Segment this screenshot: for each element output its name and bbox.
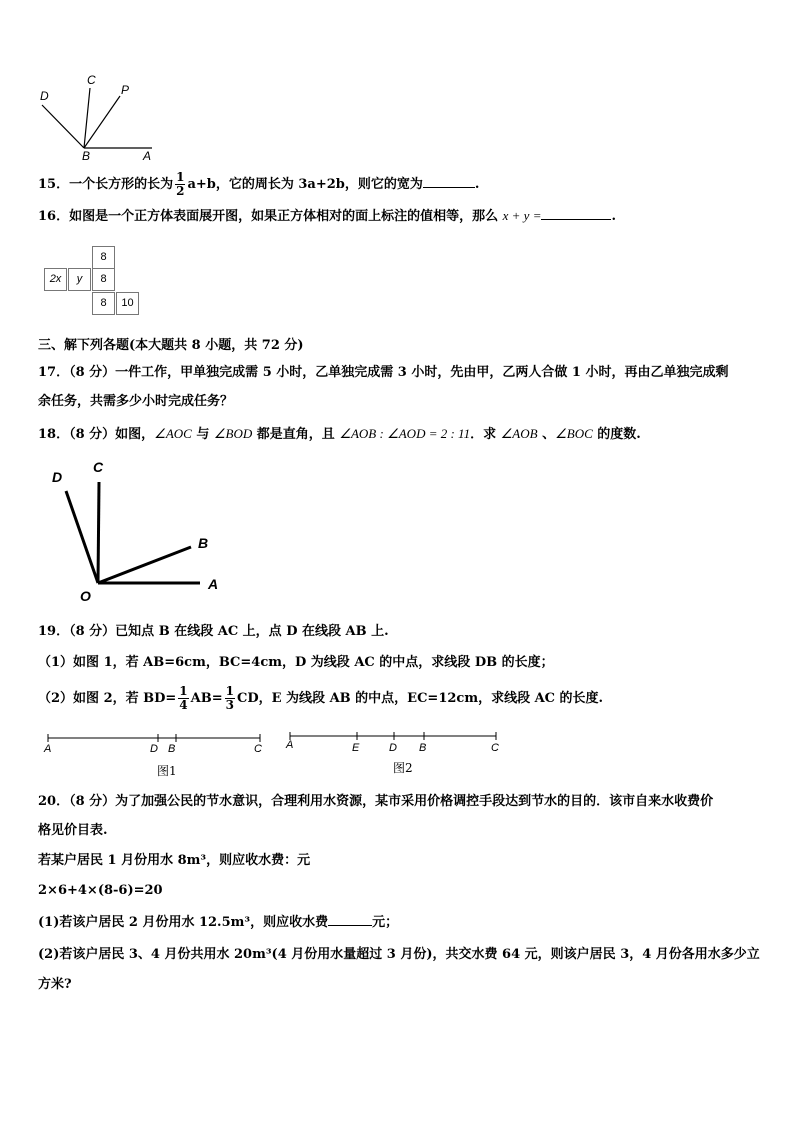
question-20-line-4: 2×6+4×(8-6)=20 [38, 883, 163, 898]
q19-text-end: CD，E 为线段 AB 的中点，EC=12cm，求线段 AC 的长度. [236, 691, 604, 706]
net-cell-bottom: 8 [92, 292, 115, 315]
q19-frac1-num: 1 [179, 684, 188, 698]
q18-angle-figure [40, 455, 240, 605]
net-cell-y: y [68, 268, 91, 291]
q18-angle-aoc: ∠AOC [154, 426, 192, 441]
q18-angle-bod: ∠BOD [213, 426, 253, 441]
question-20-line-5 [38, 913, 398, 932]
label-b: B [419, 742, 427, 754]
label-b: B [198, 535, 209, 551]
q15-answer-blank[interactable] [423, 175, 475, 188]
q15-frac-den: 2 [176, 184, 185, 198]
label-a: A [143, 149, 152, 163]
question-20-line-1: 20．（8 分）为了加强公民的节水意识，合理利用水资源，某市采用价格调控手段达到节水的目的．该市自来水收费价 [38, 794, 714, 809]
q15-text-mid: a+b，它的周长为 3a+2b，则它的宽为 [187, 177, 423, 192]
question-20-line-7: 方米? [38, 977, 72, 992]
q18-text-3: ．求 [470, 427, 501, 442]
q15-text-end: . [474, 177, 480, 192]
question-17-line-2: 余任务，共需多少小时完成任务？ [38, 394, 234, 409]
q19-fraction-2 [225, 685, 235, 712]
q20-answer-blank[interactable] [328, 913, 372, 926]
label-a: A [286, 739, 294, 751]
ray-oc [98, 482, 99, 583]
net-cell-middle: 8 [92, 268, 115, 291]
q18-angle-boc: ∠BOC [555, 426, 593, 441]
label-c: C [491, 742, 499, 754]
net-cell-2x: 2x [44, 268, 67, 291]
question-20-line-3: 若某户居民 1 月份用水 8m³，则应收水费：元 [38, 853, 311, 868]
label-a: A [208, 576, 219, 592]
net-cell-top: 8 [92, 246, 115, 269]
q20-part1-end: 元； [372, 915, 399, 930]
question-16 [38, 207, 616, 226]
label-e: E [352, 742, 360, 754]
q18-text-pre: 18．（8 分）如图， [38, 427, 155, 442]
label-p: P [121, 83, 130, 97]
ray-bc [84, 88, 90, 148]
label-b: B [168, 743, 176, 755]
q19-frac2-num: 1 [225, 684, 234, 698]
q19-frac1-den: 4 [179, 698, 188, 712]
q19-text-pre: （2）如图 2，若 BD= [38, 691, 177, 706]
top-angle-figure [30, 72, 160, 164]
q18-text-5: 的度数. [592, 427, 641, 442]
question-19-line-2: （1）如图 1，若 AB=6cm，BC=4cm，D 为线段 AC 的中点，求线段 DB 的长度； [38, 655, 554, 670]
label-d: D [52, 469, 63, 485]
ray-bd [42, 105, 84, 148]
q18-text-2: 都是直角，且 [252, 427, 340, 442]
question-20-line-2: 格见价目表. [38, 823, 108, 838]
label-o: O [80, 588, 91, 604]
section-3-heading: 三、解下列各题(本大题共 8 小题，共 72 分) [38, 338, 304, 353]
q18-ratio: ∠AOB : ∠AOD = 2 : 11 [339, 426, 471, 441]
net-cell-10: 10 [116, 292, 139, 315]
q15-frac-num: 1 [176, 170, 185, 184]
q16-text-end: . [611, 209, 616, 224]
segment-figure-2 [282, 726, 512, 756]
label-d: D [389, 742, 397, 754]
question-18 [38, 425, 641, 444]
label-c: C [87, 73, 96, 87]
ray-od [66, 491, 98, 583]
question-19-line-3 [38, 684, 603, 714]
ray-bp [84, 96, 120, 148]
q19-fraction-1 [178, 685, 188, 712]
label-a: A [44, 743, 52, 755]
figure-2-caption: 图2 [393, 761, 413, 775]
q19-text-mid: AB= [190, 691, 223, 706]
figure-1-caption: 图1 [157, 764, 177, 778]
label-d: D [40, 89, 49, 103]
label-c: C [254, 743, 262, 755]
q16-text-pre: 16．如图是一个正方体表面展开图，如果正方体相对的面上标注的值相等，那么 [38, 209, 499, 224]
label-b: B [82, 149, 91, 163]
q15-text-pre: 15．一个长方形的长为 [38, 177, 174, 192]
question-20-line-6: (2)若该户居民 3、4 月份共用水 20m³(4 月份用水量超过 3 月份)，共交水费 64 元，则该户居民 3，4 月份各用水多少立 [38, 947, 760, 962]
q16-answer-blank[interactable] [541, 207, 611, 220]
q18-angle-aob: ∠AOB [500, 426, 538, 441]
q20-part1-text: (1)若该户居民 2 月份用水 12.5m³，则应收水费 [38, 915, 329, 930]
q15-fraction [175, 171, 185, 198]
q16-expression: x + y = [502, 208, 542, 223]
q19-frac2-den: 3 [225, 698, 234, 712]
question-17-line-1: 17．（8 分）一件工作，甲单独完成需 5 小时，乙单独完成需 3 小时，先由甲，乙两人合做 1 小时，再由乙单独完成剩 [38, 365, 729, 380]
q18-text-1: 与 [191, 427, 214, 442]
label-c: C [93, 459, 104, 475]
q18-text-4: 、 [537, 427, 556, 442]
question-19-line-1: 19．（8 分）已知点 B 在线段 AC 上，点 D 在线段 AB 上. [38, 624, 389, 639]
label-d: D [150, 743, 158, 755]
ray-ob [98, 547, 191, 583]
segment-figure-1 [40, 728, 280, 758]
question-15 [38, 171, 479, 198]
